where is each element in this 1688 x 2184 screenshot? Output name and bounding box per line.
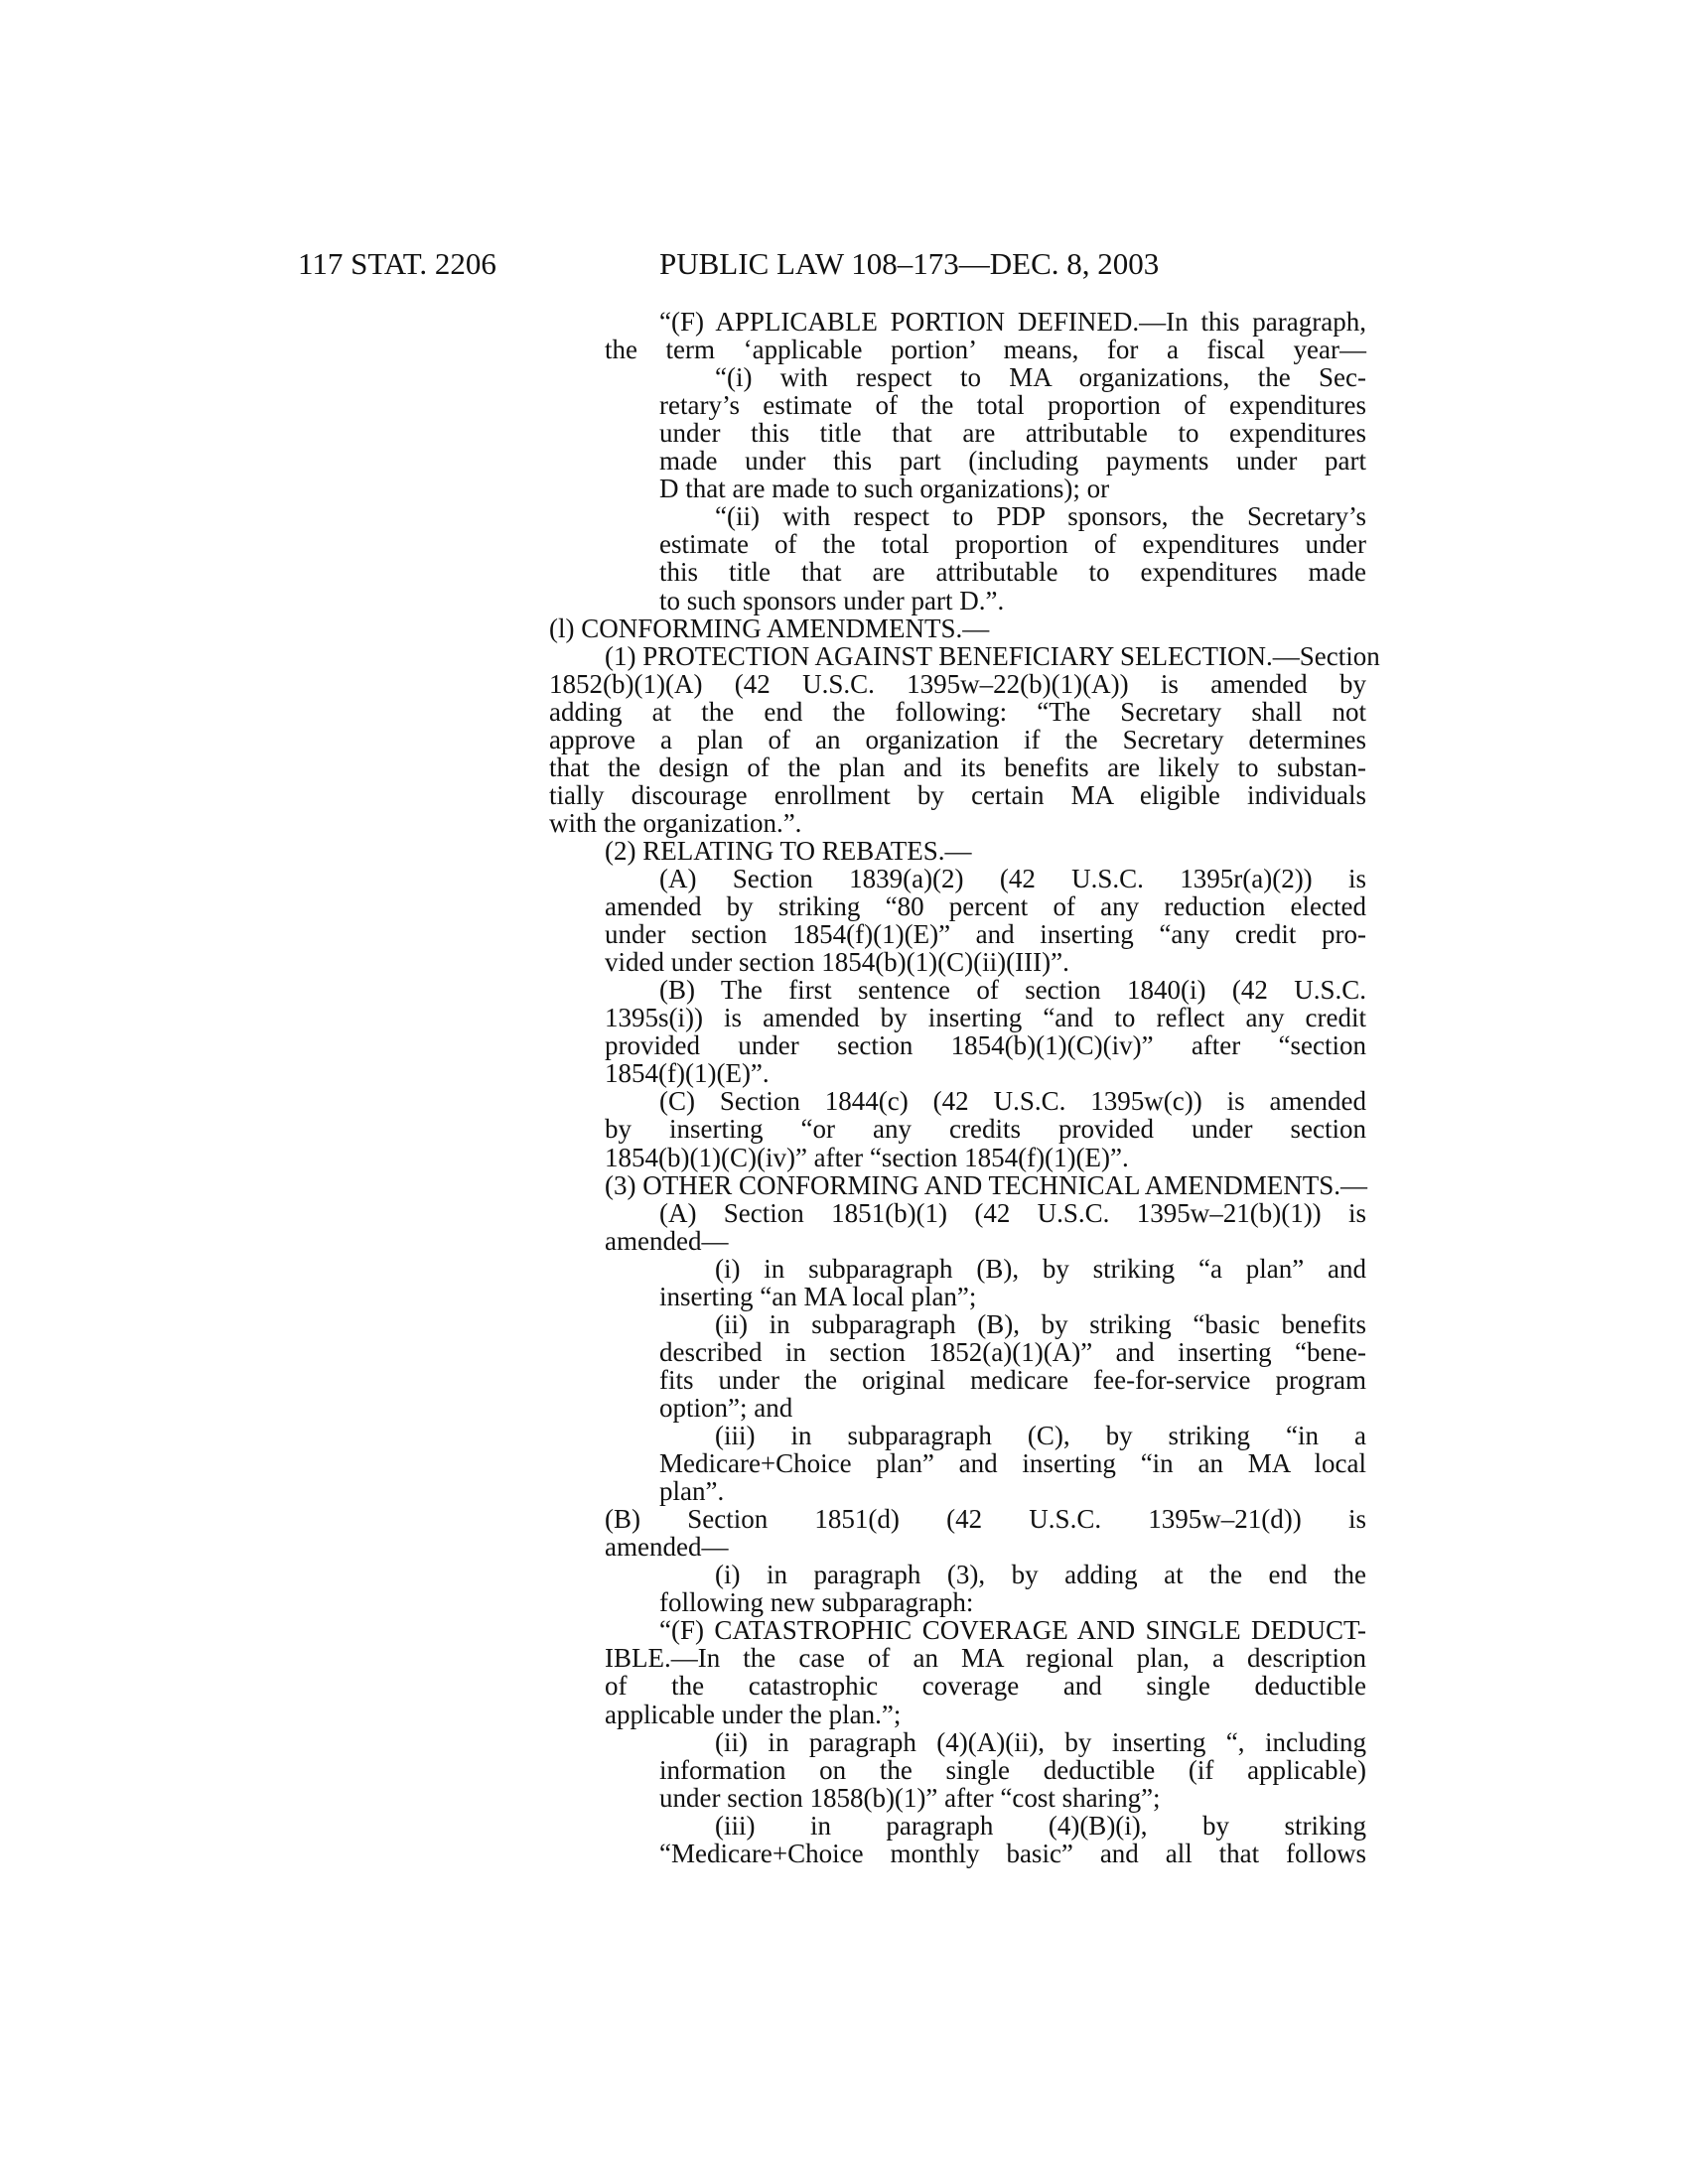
text-line: tially discourage enrollment by certain MA eligible individuals	[549, 779, 1366, 810]
text-line: D that are made to such organizations); or	[659, 474, 1110, 504]
text-line: (l) CONFORMING AMENDMENTS.—	[549, 613, 990, 643]
text-line: under section 1854(f)(1)(E)” and inserting “any credit pro-	[605, 919, 1366, 950]
text-line: following new subparagraph:	[659, 1587, 974, 1618]
text-line: (1) PROTECTION AGAINST BENEFICIARY SELECTION.—Section	[605, 640, 1380, 671]
text-line: fits under the original medicare fee-for-service program	[659, 1364, 1366, 1395]
text-line: adding at the end the following: “The Secretary shall not	[549, 696, 1366, 727]
text-line: “(ii) with respect to PDP sponsors, the Secretary’s	[715, 501, 1366, 532]
text-line: vided under section 1854(b)(1)(C)(ii)(III)”.	[605, 947, 1069, 978]
text-line: information on the single deductible (if applicable)	[659, 1754, 1366, 1785]
statute-page-reference: 117 STAT. 2206	[298, 246, 496, 281]
text-line: with the organization.”.	[549, 807, 802, 838]
text-line: 1395s(i)) is amended by inserting “and to reflect any credit	[605, 1003, 1366, 1033]
text-line: Medicare+Choice plan” and inserting “in an MA local	[659, 1448, 1366, 1479]
text-line: (ii) in paragraph (4)(A)(ii), by inserting “, including	[715, 1726, 1366, 1757]
text-line: (i) in subparagraph (B), by striking “a plan” and	[715, 1253, 1366, 1284]
text-line: under this title that are attributable to expenditures	[659, 418, 1366, 449]
text-line: (2) RELATING TO REBATES.—	[605, 835, 972, 866]
text-line: 1854(b)(1)(C)(iv)” after “section 1854(f)(1)(E)”.	[605, 1142, 1129, 1172]
text-line: inserting “an MA local plan”;	[659, 1281, 977, 1311]
text-line: “(i) with respect to MA organizations, the Sec-	[715, 362, 1366, 393]
text-line: amended—	[605, 1532, 729, 1563]
text-line: amended—	[605, 1225, 729, 1256]
text-line: (A) Section 1851(b)(1) (42 U.S.C. 1395w–21(b)(1)) is	[659, 1197, 1366, 1228]
text-line: (A) Section 1839(a)(2) (42 U.S.C. 1395r(a)(2)) is	[659, 864, 1366, 893]
text-line: applicable under the plan.”;	[605, 1699, 902, 1729]
text-line: (i) in paragraph (3), by adding at the end the	[715, 1560, 1366, 1590]
text-line: by inserting “or any credits provided under section	[605, 1114, 1366, 1145]
text-line: IBLE.—In the case of an MA regional plan, a description	[605, 1643, 1366, 1674]
text-line: (iii) in paragraph (4)(B)(i), by striking	[715, 1810, 1366, 1841]
text-line: this title that are attributable to expenditures made	[659, 557, 1366, 588]
text-line: provided under section 1854(b)(1)(C)(iv)” after “section	[605, 1030, 1366, 1061]
text-line: the term ‘applicable portion’ means, for a fiscal year—	[605, 335, 1366, 365]
text-line: approve a plan of an organization if the Secretary determines	[549, 724, 1366, 754]
text-line: (C) Section 1844(c) (42 U.S.C. 1395w(c)) is amended	[659, 1086, 1366, 1117]
text-line: 1854(f)(1)(E)”.	[605, 1058, 770, 1089]
text-line: (B) The first sentence of section 1840(i) (42 U.S.C.	[659, 975, 1366, 1006]
text-line: made under this part (including payments under part	[659, 446, 1366, 477]
text-line: (iii) in subparagraph (C), by striking “in a	[715, 1421, 1366, 1450]
text-line: “(F) CATASTROPHIC COVERAGE AND SINGLE DEDUCT-	[659, 1615, 1366, 1646]
text-line: described in section 1852(a)(1)(A)” and inserting “bene-	[659, 1336, 1366, 1367]
text-line: (B) Section 1851(d) (42 U.S.C. 1395w–21(d)) is	[605, 1504, 1366, 1535]
public-law-reference: PUBLIC LAW 108–173—DEC. 8, 2003	[659, 246, 1160, 281]
text-line: “(F) APPLICABLE PORTION DEFINED.—In this paragraph,	[659, 307, 1366, 337]
text-line: (3) OTHER CONFORMING AND TECHNICAL AMENDMENTS.—	[605, 1169, 1368, 1200]
text-line: 1852(b)(1)(A) (42 U.S.C. 1395w–22(b)(1)(A)) is amended by	[549, 668, 1366, 699]
text-line: (ii) in subparagraph (B), by striking “basic benefits	[715, 1308, 1366, 1339]
text-line: estimate of the total proportion of expenditures under	[659, 529, 1366, 560]
text-line: plan”.	[659, 1476, 725, 1507]
text-line: option”; and	[659, 1392, 793, 1423]
text-line: to such sponsors under part D.”.	[659, 585, 1005, 615]
page-header	[298, 244, 1211, 284]
text-line: “Medicare+Choice monthly basic” and all that follows	[659, 1838, 1366, 1868]
text-line: that the design of the plan and its benefits are likely to substan-	[549, 751, 1366, 782]
text-line: retary’s estimate of the total proportion of expenditures	[659, 390, 1366, 421]
text-line: under section 1858(b)(1)” after “cost sharing”;	[659, 1782, 1161, 1813]
text-line: amended by striking “80 percent of any reduction elected	[605, 891, 1366, 922]
text-line: of the catastrophic coverage and single deductible	[605, 1671, 1366, 1702]
